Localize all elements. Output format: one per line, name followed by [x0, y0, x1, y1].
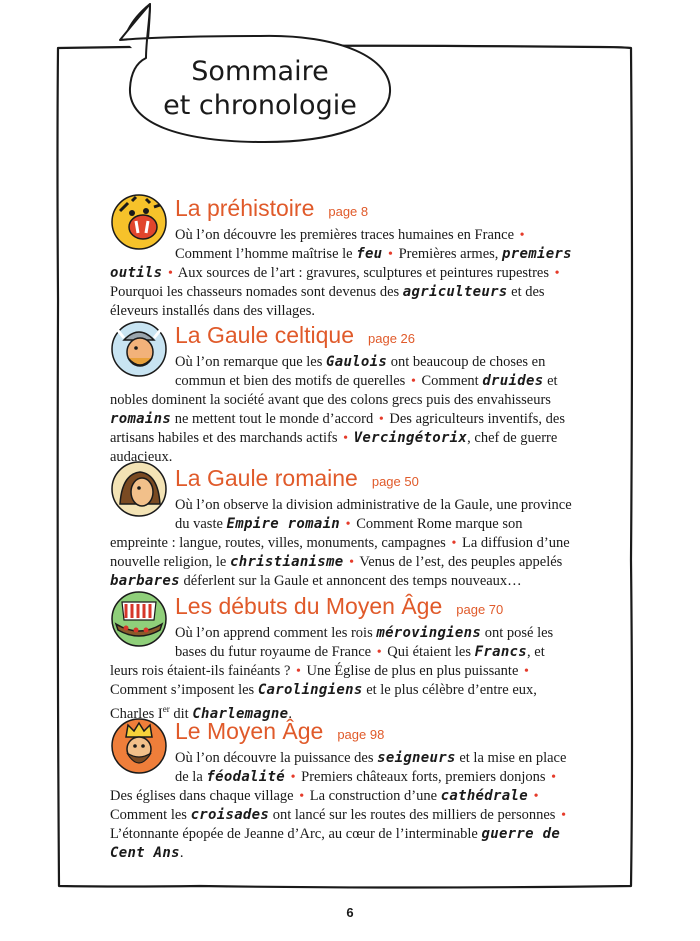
text-run: , et leurs rois étaient-ils fainéants ?: [110, 644, 545, 679]
text-run: Venus de l’est, des peuples appelés: [356, 554, 563, 570]
text-run: Où l’on découvre la puissance des: [175, 750, 378, 766]
text-run: et le plus célèbre d’entre eux, Charles I: [110, 682, 537, 722]
keyword-handwritten: Gaulois: [326, 354, 388, 370]
section-gaule-celtique: [110, 317, 576, 467]
superscript: er: [162, 704, 170, 714]
bullet-separator: •: [345, 517, 351, 532]
text-run: Pourquoi les chasseurs nomades sont devenus des: [110, 284, 403, 300]
text-run: La construction d’une: [306, 788, 441, 804]
keyword-handwritten: Francs: [474, 644, 528, 660]
page-title: [150, 55, 370, 123]
section-title: La préhistoire: [175, 195, 315, 221]
bullet-separator: •: [554, 266, 560, 281]
text-run: .: [179, 845, 184, 861]
text-run: Une Église de plus en plus puissante: [302, 663, 523, 679]
text-run: Premiers châteaux forts, premiers donjons: [297, 769, 550, 785]
text-run: Qui étaient les: [383, 644, 475, 660]
section-title: Les débuts du Moyen Âge: [175, 593, 443, 619]
text-run: ont posé les bases du futur royaume de France: [175, 625, 554, 660]
bullet-separator: •: [343, 431, 349, 446]
keyword-handwritten: Charlemagne: [192, 705, 289, 722]
keyword-handwritten: barbares: [110, 573, 180, 589]
section-heading: [175, 713, 576, 749]
keyword-handwritten: premiers outils: [110, 246, 572, 281]
section-page-link[interactable]: page 50: [371, 474, 419, 489]
section-heading: [175, 588, 576, 624]
section-text: [110, 749, 576, 863]
section-heading: [175, 190, 576, 226]
text-run: Comment les: [110, 807, 191, 823]
bullet-separator: •: [290, 770, 296, 785]
bullet-separator: •: [376, 645, 382, 660]
text-run: et nobles dominent la société avant que des colons grecs puis des envahisseurs: [110, 373, 558, 408]
text-run: Comment: [417, 373, 483, 389]
bullet-separator: •: [561, 808, 566, 823]
page-number: 6: [346, 905, 354, 920]
text-run: ont beaucoup de choses en commun et bien des motifs de querelles: [175, 354, 546, 389]
keyword-handwritten: féodalité: [206, 769, 285, 785]
section-text: [110, 353, 576, 467]
section-title: Le Moyen Âge: [175, 718, 324, 744]
bullet-separator: •: [388, 247, 393, 262]
section-text: [110, 226, 576, 321]
bullet-separator: •: [410, 374, 416, 389]
text-run: ont lancé sur les routes des milliers de personnes: [269, 807, 560, 823]
section-text: [110, 496, 576, 591]
keyword-handwritten: christianisme: [230, 554, 344, 570]
section-page-link[interactable]: page 70: [456, 602, 504, 617]
section-page-link[interactable]: page 8: [328, 204, 369, 219]
section-prehistoire: [110, 190, 576, 321]
text-run: Comment l’homme maîtrise le: [175, 246, 357, 262]
section-moyen-age: [110, 713, 576, 863]
text-run: Aux sources de l’art : gravures, sculptures et peintures rupestres: [174, 265, 553, 281]
text-run: Où l’on observe la division administrative de la Gaule, une province du vaste: [175, 497, 572, 532]
bullet-separator: •: [296, 664, 301, 679]
section-debuts-moyen-age: [110, 588, 576, 724]
bullet-separator: •: [524, 664, 529, 679]
text-run: Premières armes,: [394, 246, 503, 262]
keyword-handwritten: Vercingétorix: [353, 430, 468, 446]
title-line-2: et chronologie: [163, 90, 357, 121]
title-line-1: Sommaire: [191, 56, 329, 87]
bullet-separator: •: [519, 228, 525, 243]
text-run: dit: [169, 705, 193, 722]
bullet-separator: •: [551, 770, 557, 785]
section-page-link[interactable]: page 98: [337, 727, 385, 742]
text-run: et des éleveurs installés dans des villages.: [110, 284, 545, 319]
keyword-handwritten: agriculteurs: [402, 284, 508, 300]
text-run: ne mettent tout le monde d’accord: [171, 411, 377, 427]
text-run: .: [288, 705, 292, 722]
text-run: Où l’on apprend comment les rois: [175, 625, 377, 641]
bullet-separator: •: [451, 536, 457, 551]
keyword-handwritten: feu: [356, 246, 383, 262]
text-run: La diffusion d’une nouvelle religion, le: [110, 535, 570, 570]
text-run: L’étonnante épopée de Jeanne d’Arc, au cœur de l’interminable: [110, 826, 482, 842]
text-run: , chef de guerre audacieux.: [110, 430, 558, 465]
section-title: La Gaule celtique: [175, 322, 355, 348]
keyword-handwritten: Empire romain: [226, 516, 341, 532]
bullet-separator: •: [168, 266, 173, 281]
keyword-handwritten: croisades: [190, 807, 270, 823]
section-gaule-romaine: [110, 460, 576, 591]
bullet-separator: •: [533, 789, 539, 804]
bullet-separator: •: [299, 789, 305, 804]
text-run: Des agriculteurs inventifs, des artisans habiles et des marchands actifs: [110, 411, 565, 446]
section-title: La Gaule romaine: [175, 465, 358, 491]
keyword-handwritten: guerre de Cent Ans: [110, 826, 561, 861]
keyword-handwritten: mérovingiens: [376, 625, 482, 641]
text-run: Où l’on découvre les premières traces humaines en France: [175, 227, 518, 243]
text-run: Comment s’imposent les: [110, 682, 258, 698]
section-heading: [175, 460, 576, 496]
text-run: Comment Rome marque son empreinte : langue, routes, villes, monuments, campagnes: [110, 516, 523, 551]
keyword-handwritten: druides: [482, 373, 544, 389]
text-run: Des églises dans chaque village: [110, 788, 298, 804]
section-page-link[interactable]: page 26: [368, 331, 416, 346]
keyword-handwritten: cathédrale: [440, 788, 528, 804]
text-run: Où l’on remarque que les: [175, 354, 326, 370]
keyword-handwritten: seigneurs: [377, 750, 456, 766]
keyword-handwritten: Carolingiens: [257, 682, 363, 698]
text-run: déferlent sur la Gaule et annoncent des temps nouveaux…: [179, 573, 522, 589]
keyword-handwritten: romains: [110, 411, 172, 427]
bullet-separator: •: [349, 555, 355, 570]
section-text: [110, 624, 576, 724]
bullet-separator: •: [378, 412, 384, 427]
text-run: et la mise en place de la: [175, 750, 567, 785]
section-heading: [175, 317, 576, 353]
